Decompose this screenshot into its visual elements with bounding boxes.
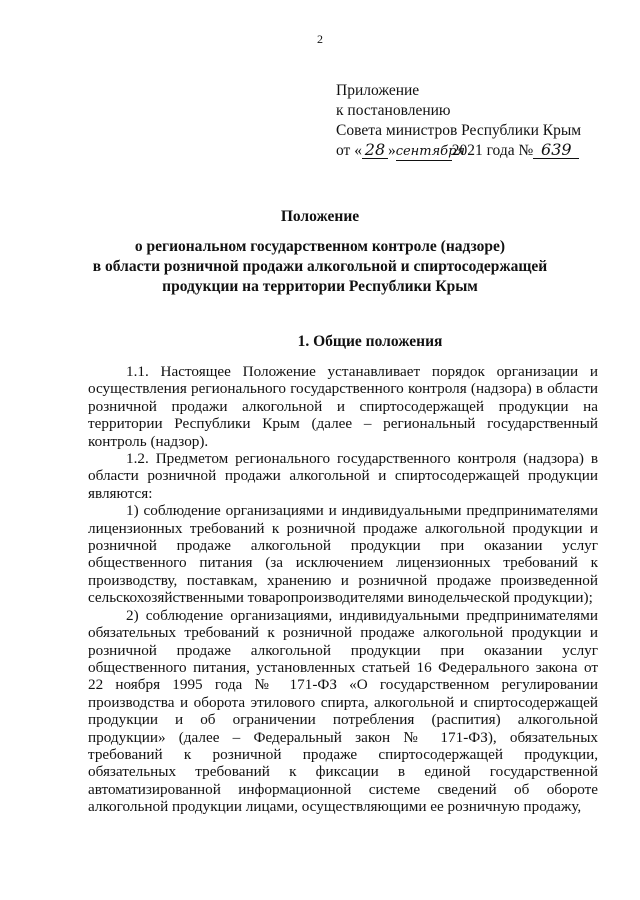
appendix-block: [336, 81, 581, 161]
section-title: 1. Общие положения: [297, 333, 443, 350]
paragraph-item-2: 2) соблюдение организациями, индивидуальными предпринимателями обязательных требований к розничной продаже алкогольной продукции и розничной продаже алкогольной продукции при оказании услуг общественного питания, установленных статьей 16 Федерального закона от 22 ноября 1995 года № 171-ФЗ «О государственном регулировании производства и оборота этилового спирта, алкогольной и спиртосодержащей продукции и об ограничении потребления (распития) алкогольной продукции» (далее – Федеральный закон № 171-ФЗ), обязательных требований к розничной продаже спиртосодержащей продукции, обязательных требований к фиксации в единой государственной автоматизированной информационной системе сведений об обороте алкогольной продукции лицами, осуществляющими ее розничную продажу,: [88, 606, 598, 816]
date-mid: »: [387, 142, 396, 159]
appendix-line-3: Совета министров Республики Крым: [336, 122, 582, 139]
handwritten-day: 28: [362, 142, 388, 159]
subtitle-line-3: продукции на территории Республики Крым: [162, 278, 478, 295]
subtitle-line-1: о региональном государственном контроле (надзоре): [134, 238, 506, 255]
appendix-line-1: Приложение: [336, 82, 420, 99]
paragraph-1-1: 1.1. Настоящее Положение устанавливает порядок организации и осуществления регионального государственного контроля (надзора) в области розничной продажи алкогольной и спиртосодержащей продукции на территории Республики Крым (далее – региональный государственный контроль (надзор).: [88, 363, 598, 450]
appendix-line-2: к постановлению: [336, 102, 451, 119]
date-prefix: от «: [336, 142, 362, 159]
date-year: 2021 года №: [451, 142, 534, 159]
appendix-date-line: [336, 141, 581, 161]
document-title: Положение: [280, 208, 360, 225]
document-subtitle: [0, 237, 640, 297]
paragraph-item-1: 1) соблюдение организациями и индивидуальными предпринимателями лицензионных требований к розничной продаже алкогольной продукции и розничной продаже алкогольной продукции при оказании услуг общественного питания (за исключением лицензионных требований к производству, поставкам, хранению и розничной продаже произведенной сельскохозяйственными товаропроизводителями винодельческой продукции);: [88, 502, 598, 607]
page-number: 2: [317, 32, 323, 46]
handwritten-number: 639: [533, 142, 579, 159]
paragraph-1-2: 1.2. Предметом регионального государственного контроля (надзора) в области розничной продажи алкогольной и спиртосодержащей продукции являются:: [88, 450, 598, 502]
subtitle-line-2: в области розничной продажи алкогольной и спиртосодержащей: [92, 258, 548, 275]
body-text: [88, 363, 598, 816]
handwritten-month: сентября: [395, 144, 466, 159]
